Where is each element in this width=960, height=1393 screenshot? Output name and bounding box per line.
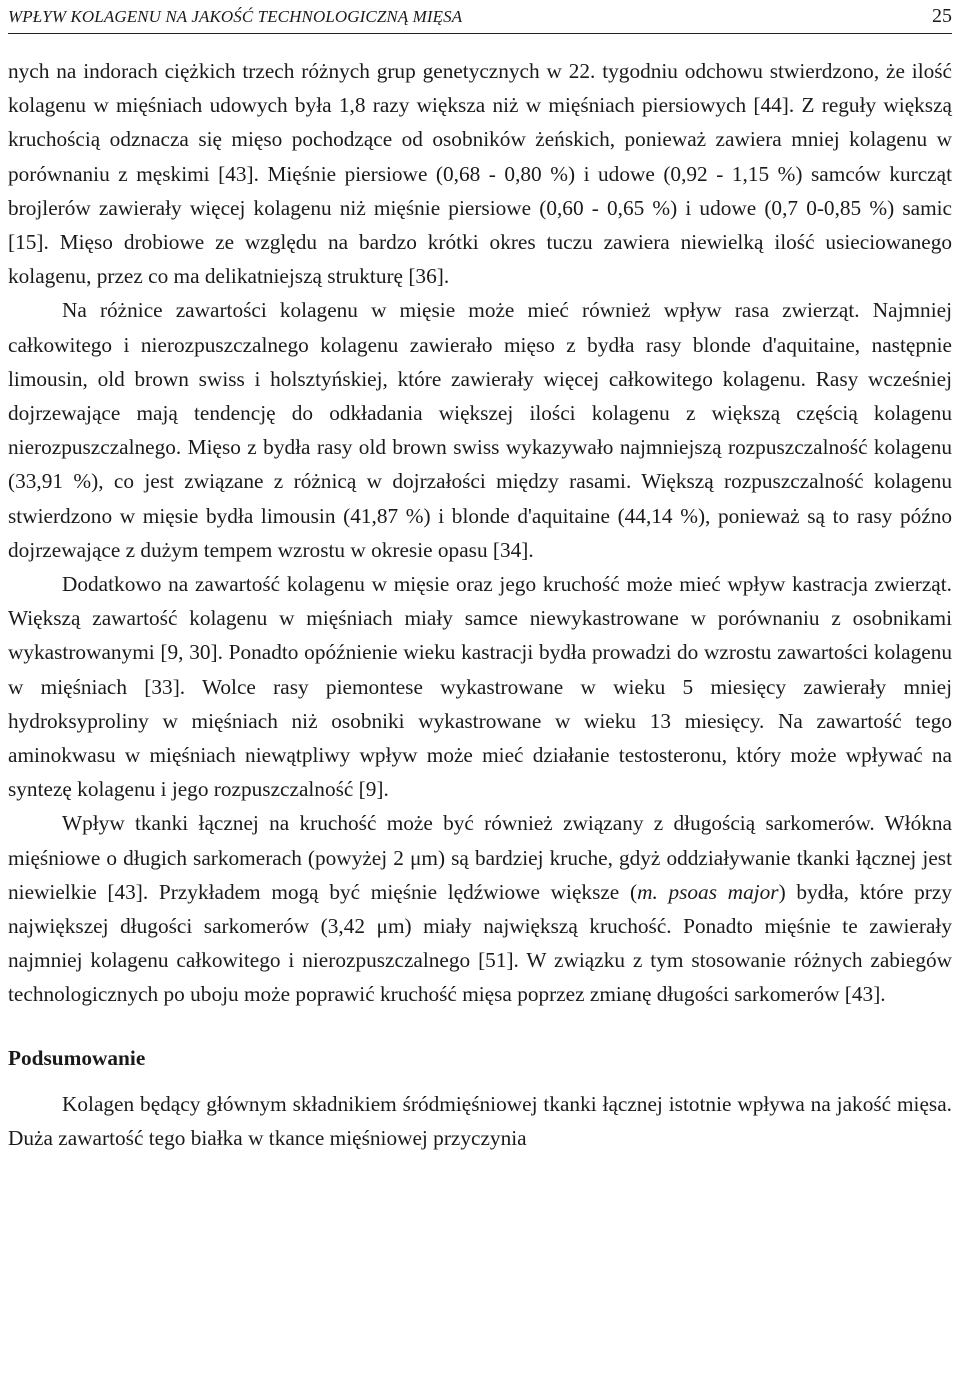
paragraph-4-text-a: Wpływ tkanki łącznej na kruchość może być również związany z długością sarkomerów. Włókna mięśniowe o długich sarkomerach (powyżej 2 μm) są bardziej kruche, gdyż oddziaływanie tkanki łącznej jest niewielkie [43]. Przykładem mogą być mięśnie lędźwiowe większe (	[8, 811, 952, 904]
section-heading: Podsumowanie	[8, 1045, 146, 1070]
page-number: 25	[932, 5, 952, 27]
running-header	[8, 0, 952, 34]
paragraph-5: Kolagen będący głównym składnikiem śródmięśniowej tkanki łącznej istotnie wpływa na jakość mięsa. Duża zawartość tego białka w tkance mięśniowej przyczynia	[8, 1091, 952, 1151]
header-title: WPŁYW KOLAGENU NA JAKOŚĆ TECHNOLOGICZNĄ MIĘSA	[8, 7, 463, 26]
document-page	[8, 0, 952, 1155]
paragraph-4-text-b: ) bydła, które przy największej długości sarkomerów (3,42 μm) miały największą kruchość. Ponadto mięśnie te zawierały najmniej kolagenu całkowitego i nierozpuszczalnego [51]. W związku z tym stosowanie różnych zabiegów technologicznych po uboju może poprawić kruchość mięsa poprzez zmianę długości sarkomerów [43].	[8, 879, 953, 1007]
paragraph-4	[8, 806, 952, 1011]
latin-muscle-name: m. psoas major	[637, 879, 779, 904]
paragraph-3: Dodatkowo na zawartość kolagenu w mięsie oraz jego kruchość może mieć wpływ kastracja zwierząt. Większą zawartość kolagenu w mięśniach miały samce niewykastrowane w porównaniu z osobnikami wykastrowanymi [9, 30]. Ponadto opóźnienie wieku kastracji bydła prowadzi do wzrostu zawartości kolagenu w mięśniach [33]. Wolce rasy piemontese wykastrowane w wieku 5 miesięcy zawierały mniej hydroksyproliny w mięśniach niż osobniki wykastrowane w wieku 13 miesięcy. Na zawartość tego aminokwasu w mięśniach niewątpliwy wpływ może mieć działanie testosteronu, który może wpływać na syntezę kolagenu i jego rozpuszczalność [9].	[8, 572, 952, 802]
body-text	[8, 54, 952, 1155]
paragraph-1: nych na indorach ciężkich trzech różnych grup genetycznych w 22. tygodniu odchowu stwierdzono, że ilość kolagenu w mięśniach udowych była 1,8 razy większa niż w mięśniach piersiowych [44]. Z reguły większą kruchością odznacza się mięso pochodzące od osobników żeńskich, ponieważ zawiera mniej kolagenu w porównaniu z męskimi [43]. Mięśnie piersiowe (0,68 - 0,80 %) i udowe (0,92 - 1,15 %) samców kurcząt brojlerów zawierały więcej kolagenu niż mięśnie piersiowe (0,60 - 0,65 %) i udowe (0,7 0-0,85 %) samic [15]. Mięso drobiowe ze względu na bardzo krótki okres tuczu zawiera niewielką ilość usieciowanego kolagenu, przez co ma delikatniejszą strukturę [36].	[8, 59, 952, 289]
paragraph-2: Na różnice zawartości kolagenu w mięsie może mieć również wpływ rasa zwierząt. Najmniej całkowitego i nierozpuszczalnego kolagenu zawierało mięso z bydła rasy blonde d'aquitaine, następnie limousin, old brown swiss i holsztyńskiej, które zawierały więcej całkowitego kolagenu. Rasy wcześniej dojrzewające mają tendencję do odkładania większej ilości kolagenu z większą częścią kolagenu nierozpuszczalnego. Mięso z bydła rasy old brown swiss wykazywało najmniejszą rozpuszczalność kolagenu (33,91 %), co jest związane z różnicą w dojrzałości między rasami. Większą rozpuszczalność kolagenu stwierdzono w mięsie bydła limousin (41,87 %) i blonde d'aquitaine (44,14 %), ponieważ są to rasy późno dojrzewające z dużym tempem wzrostu w okresie opasu [34].	[8, 298, 952, 562]
